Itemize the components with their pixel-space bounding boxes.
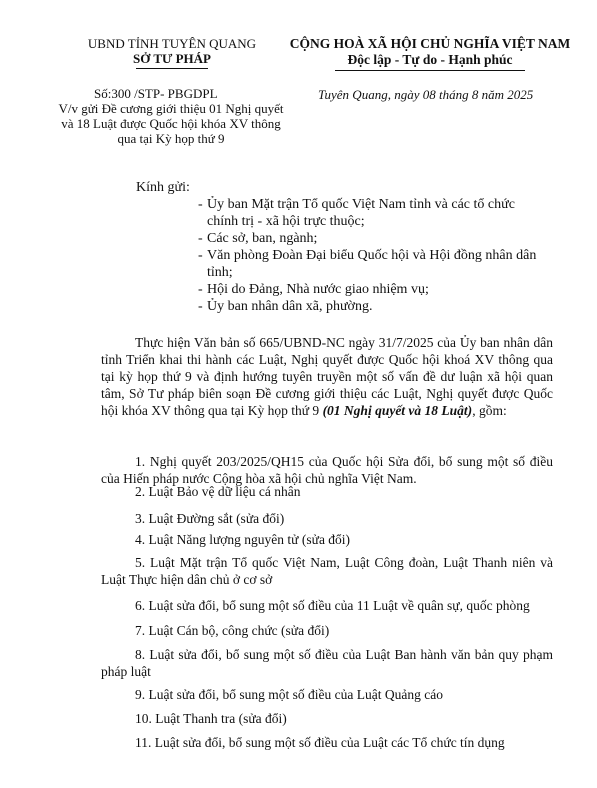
list-item: 7. Luật Cán bộ, công chức (sửa đổi)	[135, 623, 330, 638]
list-item: 3. Luật Đường sắt (sửa đổi)	[135, 511, 285, 526]
recipient-item: - Văn phòng Đoàn Đại biểu Quốc hội và Hội đồng nhân dân tỉnh;	[198, 247, 538, 281]
recipient-item: - Ủy ban nhân dân xã, phường.	[198, 298, 538, 315]
list-item: 5. Luật Mặt trận Tổ quốc Việt Nam, Luật Công đoàn, Luật Thanh niên và Luật Thực hiện dân chủ ở cơ sở	[101, 555, 553, 587]
intro-text: Thực hiện Văn bản số 665/UBND-NC ngày 31/7/2025 của Ủy ban nhân dân tỉnh Triển khai thi hành các Luật, Nghị quyết được Quốc hội khoá XV thông qua tại kỳ họp thứ 9 và định hướng tuyên truyền một số vấn đề dư luận xã hội quan tâm, Sở Tư pháp biên soạn Đề cương giới thiệu các Luật, Nghị quyết được Quốc hội khóa XV thông qua tại Kỳ họp thứ 9	[101, 335, 553, 418]
list-item: 2. Luật Bảo vệ dữ liệu cá nhân	[135, 484, 301, 499]
list-item: 9. Luật sửa đổi, bổ sung một số điều của Luật Quảng cáo	[135, 687, 444, 702]
recipient-item: - Ủy ban Mặt trận Tổ quốc Việt Nam tỉnh và các tổ chức chính trị - xã hội trực thuộc;	[198, 196, 538, 230]
greeting: Kính gửi:	[136, 180, 190, 195]
document-date: Tuyên Quang, ngày 08 tháng 8 năm 2025	[318, 87, 534, 102]
document-number: Số:300 /STP- PBGDPL	[94, 86, 218, 101]
issuer-underline	[136, 68, 208, 69]
recipient-list	[198, 196, 538, 315]
list-item: 8. Luật sửa đổi, bổ sung một số điều của Luật Ban hành văn bản quy phạm pháp luật	[101, 647, 553, 679]
list-item: 11. Luật sửa đổi, bổ sung một số điều của Luật các Tổ chức tín dụng	[135, 735, 505, 750]
intro-tail: , gồm:	[472, 403, 507, 418]
national-heading	[280, 36, 580, 71]
list-item: 6. Luật sửa đổi, bổ sung một số điều của 11 Luật về quân sự, quốc phòng	[135, 598, 530, 613]
issuer-agency: UBND TỈNH TUYÊN QUANG	[87, 36, 257, 51]
issuer-block	[60, 36, 284, 69]
recipient-item: - Các sở, ban, ngành;	[198, 230, 538, 247]
recipient-item: - Hội do Đảng, Nhà nước giao nhiệm vụ;	[198, 281, 538, 298]
motto-underline	[335, 70, 525, 71]
list-item: 4. Luật Năng lượng nguyên tử (sửa đổi)	[135, 532, 351, 547]
national-motto: Độc lập - Tự do - Hạnh phúc	[347, 52, 513, 67]
intro-emphasis: (01 Nghị quyết và 18 Luật)	[322, 403, 473, 418]
nation-name: CỘNG HOÀ XÃ HỘI CHỦ NGHĨA VIỆT NAM	[289, 36, 571, 51]
list-item: 10. Luật Thanh tra (sửa đổi)	[135, 711, 287, 726]
document-subject: V/v gửi Đề cương giới thiệu 01 Nghị quyết và 18 Luật được Quốc hội khóa XV thông qua tại Kỳ họp thứ 9	[58, 101, 284, 146]
issuer-department: SỞ TƯ PHÁP	[132, 51, 211, 66]
intro-paragraph	[101, 334, 553, 419]
list-item: 1. Nghị quyết 203/2025/QH15 của Quốc hội Sửa đổi, bổ sung một số điều của Hiến pháp nước Cộng hòa xã hội chủ nghĩa Việt Nam.	[101, 454, 553, 486]
